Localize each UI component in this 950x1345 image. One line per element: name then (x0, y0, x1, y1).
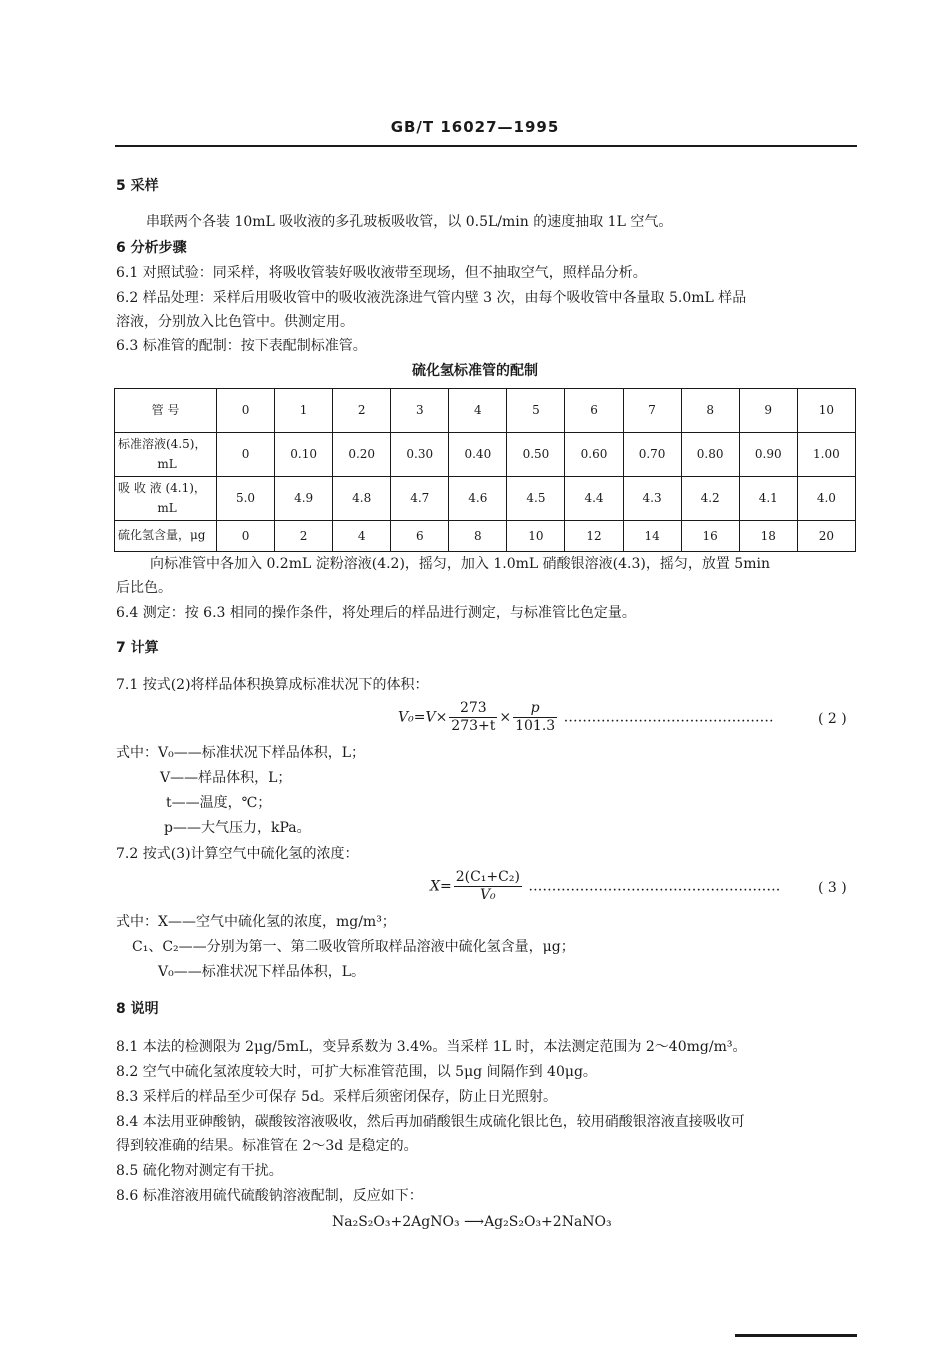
where-3-line1: 式中：X——空气中硫化氢的浓度，mg/m³； (116, 914, 396, 930)
tube-number: 4 (449, 389, 507, 433)
table-cell: 2 (275, 521, 333, 552)
para-8-4-line1: 8.4 本法用亚砷酸钠，碳酸铵溶液吸收，然后再加硝酸银生成硫化银比色，较用硝酸银溶液直接吸收可 (116, 1114, 745, 1130)
table-cell: 0.70 (623, 433, 681, 477)
para-7-1: 7.1 按式(2)将样品体积换算成标准状况下的体积： (116, 677, 429, 693)
table-cell: 4.8 (333, 477, 391, 521)
table-cell: 20 (797, 521, 855, 552)
formula-2-f2-num: p (513, 700, 557, 718)
row-label (115, 433, 217, 477)
tube-number: 7 (623, 389, 681, 433)
formula-2-leader: ……………………………………… (563, 709, 774, 726)
table-cell: 0 (217, 433, 275, 477)
tube-number: 2 (333, 389, 391, 433)
table-cell: 4 (333, 521, 391, 552)
table-cell: 0.80 (681, 433, 739, 477)
table-cell: 4.3 (623, 477, 681, 521)
table-cell: 0.90 (739, 433, 797, 477)
section-8-heading: 8 说明 (116, 1001, 159, 1017)
table-cell: 0.60 (565, 433, 623, 477)
para-6-2-line2: 溶液，分别放入比色管中。供测定用。 (116, 314, 354, 330)
tube-number: 9 (739, 389, 797, 433)
table-cell: 16 (681, 521, 739, 552)
table-cell: 0 (217, 521, 275, 552)
para-8-3: 8.3 采样后的样品至少可保存 5d。采样后须密闭保存，防止日光照射。 (116, 1089, 558, 1105)
table-cell: 6 (391, 521, 449, 552)
formula-3 (430, 869, 780, 904)
table-cell: 18 (739, 521, 797, 552)
formula-2-number: ( 2 ) (818, 711, 847, 727)
table-cell: 1.00 (797, 433, 855, 477)
para-6-1: 6.1 对照试验：同采样，将吸收管装好吸收液带至现场，但不抽取空气，照样品分析。 (116, 265, 647, 281)
footer-rule (735, 1334, 857, 1337)
table-row-absorbent (115, 477, 856, 521)
tube-number: 3 (391, 389, 449, 433)
table-cell: 4.6 (449, 477, 507, 521)
tube-number: 0 (217, 389, 275, 433)
table-cell: 0.30 (391, 433, 449, 477)
tube-number: 1 (275, 389, 333, 433)
table-cell: 0.20 (333, 433, 391, 477)
standard-tube-table (114, 388, 856, 552)
para-6-3: 6.3 标准管的配制：按下表配制标准管。 (116, 338, 367, 354)
section-7-heading: 7 计算 (116, 640, 159, 656)
table-cell: 8 (449, 521, 507, 552)
para-8-5: 8.5 硫化物对测定有干扰。 (116, 1163, 283, 1179)
table-cell: 4.0 (797, 477, 855, 521)
section-6-heading: 6 分析步骤 (116, 240, 187, 256)
tube-number: 6 (565, 389, 623, 433)
row-label-unit: mL (157, 456, 177, 471)
standard-number-header: GB/T 16027—1995 (390, 118, 560, 136)
table-cell: 0.50 (507, 433, 565, 477)
row-label: 硫化氢含量，μg (115, 521, 217, 552)
formula-3-leader: ……………………………………………… (528, 878, 781, 895)
table-header-row (115, 389, 856, 433)
row-label-line1: 吸 收 液 (4.1)， (118, 481, 206, 496)
table-cell: 10 (507, 521, 565, 552)
table-header-label: 管 号 (115, 389, 217, 433)
table-cell: 0.10 (275, 433, 333, 477)
table-cell: 4.1 (739, 477, 797, 521)
table-cell: 14 (623, 521, 681, 552)
table-cell: 4.7 (391, 477, 449, 521)
table-caption: 硫化氢标准管的配制 (412, 363, 538, 379)
formula-2-lhs: V₀=V× (398, 709, 448, 726)
table-cell: 4.4 (565, 477, 623, 521)
tube-number: 5 (507, 389, 565, 433)
row-label (115, 477, 217, 521)
table-row-h2s-content (115, 521, 856, 552)
para-8-2: 8.2 空气中硫化氢浓度较大时，可扩大标准管范围，以 5μg 间隔作到 40μg。 (116, 1064, 597, 1080)
para-8-1: 8.1 本法的检测限为 2μg/5mL，变异系数为 3.4%。当采样 1L 时，本法测定范围为 2～40mg/m³。 (116, 1039, 747, 1055)
table-cell: 4.9 (275, 477, 333, 521)
para-8-4-line2: 得到较准确的结果。标准管在 2～3d 是稳定的。 (116, 1138, 418, 1154)
section-5-heading: 5 采样 (116, 178, 159, 194)
table-cell: 0.40 (449, 433, 507, 477)
formula-2-times: × (499, 709, 512, 726)
formula-2-f1-num: 273 (449, 700, 497, 718)
para-6-2-line1: 6.2 样品处理：采样后用吸收管中的吸收液洗涤进气管内壁 3 次，由每个吸收管中各量取 5.0mL 样品 (116, 290, 747, 306)
formula-2-f1-den: 273+t (451, 717, 496, 734)
where-2-line3: t——温度，℃； (166, 795, 272, 811)
para-7-2: 7.2 按式(3)计算空气中硫化氢的浓度： (116, 846, 359, 862)
formula-2-f2-den: 101.3 (515, 717, 556, 734)
table-cell: 12 (565, 521, 623, 552)
section-5-paragraph: 串联两个各装 10mL 吸收液的多孔玻板吸收管，以 0.5L/min 的速度抽取 1L 空气。 (146, 214, 673, 230)
formula-3-lhs: X= (430, 878, 452, 895)
tube-number: 10 (797, 389, 855, 433)
formula-2-fraction-temp (449, 700, 497, 735)
row-label-unit: mL (157, 500, 177, 515)
formula-3-number: ( 3 ) (818, 880, 847, 896)
formula-2-fraction-pressure (513, 700, 557, 735)
para-8-6: 8.6 标准溶液用硫代硫酸钠溶液配制，反应如下： (116, 1188, 423, 1204)
where-3-line2: C₁、C₂——分别为第一、第二吸收管所取样品溶液中硫化氢含量，μg； (132, 939, 575, 955)
formula-3-fraction (454, 869, 522, 904)
where-3-line3: V₀——标准状况下样品体积，L。 (158, 964, 366, 980)
table-cell: 4.2 (681, 477, 739, 521)
reaction-equation: Na₂S₂O₃+2AgNO₃ ⟶Ag₂S₂O₃+2NaNO₃ (332, 1214, 612, 1230)
where-2-line4: p——大气压力，kPa。 (164, 820, 311, 836)
table-cell: 4.5 (507, 477, 565, 521)
where-2-line2: V——样品体积，L； (160, 770, 292, 786)
formula-3-num: 2(C₁+C₂) (455, 869, 520, 885)
where-2-line1: 式中：V₀——标准状况下样品体积，L； (116, 745, 366, 761)
tube-number: 8 (681, 389, 739, 433)
header-rule (115, 145, 857, 147)
formula-2 (398, 700, 774, 735)
after-table-line2: 后比色。 (116, 580, 172, 596)
row-label-line1: 标准溶液(4.5)， (118, 437, 207, 452)
formula-3-den: V₀ (479, 886, 496, 903)
table-row-standard-solution (115, 433, 856, 477)
para-6-4: 6.4 测定：按 6.3 相同的操作条件，将处理后的样品进行测定，与标准管比色定量。 (116, 605, 636, 621)
after-table-line1: 向标准管中各加入 0.2mL 淀粉溶液(4.2)，摇匀，加入 1.0mL 硝酸银溶液(4.3)，摇匀，放置 5min (150, 556, 770, 572)
table-cell: 5.0 (217, 477, 275, 521)
